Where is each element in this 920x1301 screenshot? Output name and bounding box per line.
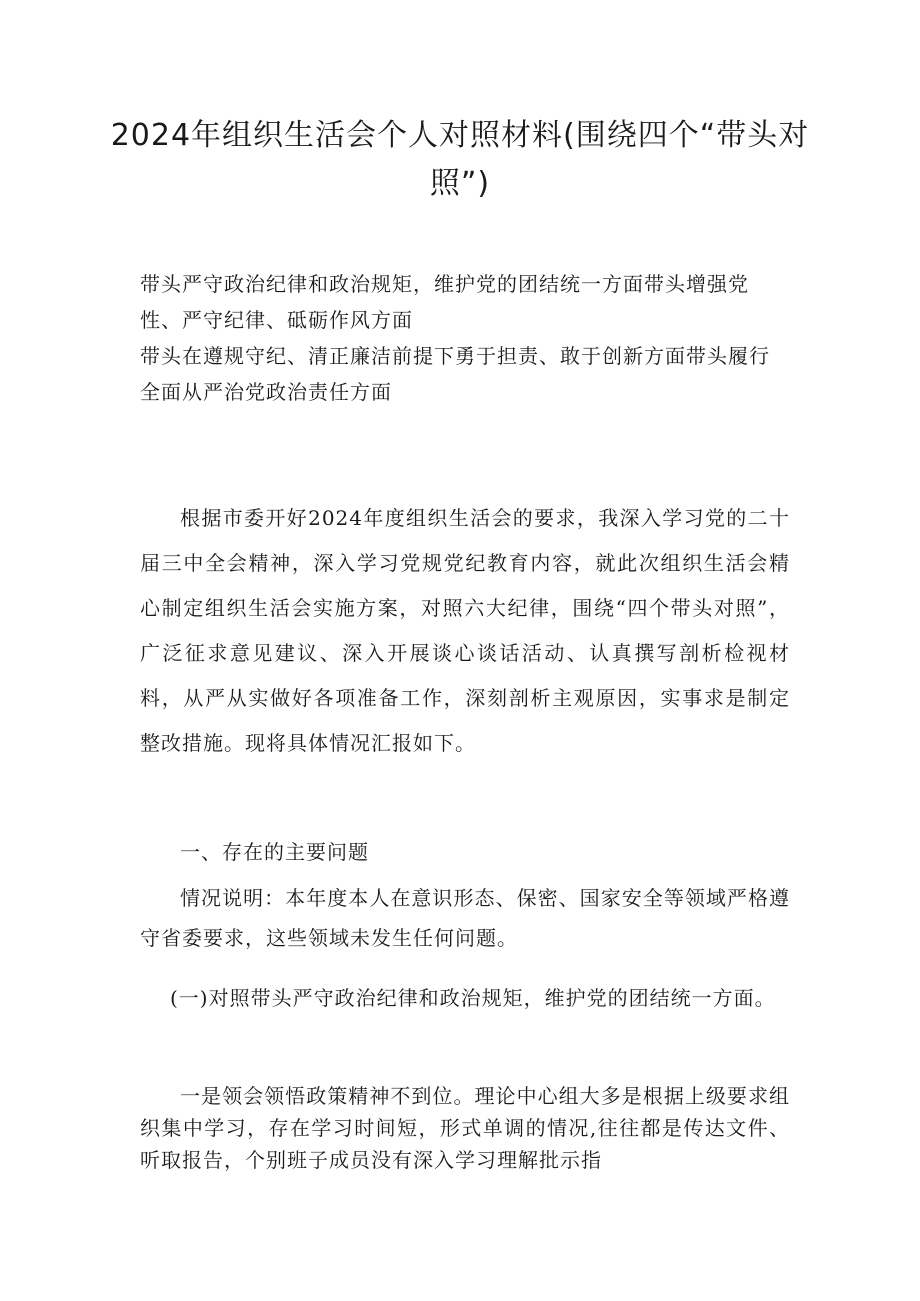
- toc-item: 带头在遵规守纪、清正廉洁前提下勇于担责、敢于创新方面带头履行全面从严治党政治责任方面: [140, 344, 770, 404]
- section-heading: 一、存在的主要问题: [180, 840, 369, 864]
- document-title: 2024年组织生活会个人对照材料(围绕四个“带头对照”): [110, 118, 810, 201]
- point-paragraph: 一是领会领悟政策精神不到位。理论中心组大多是根据上级要求组织集中学习，存在学习时间短，形式单调的情况,往往都是传达文件、听取报告，个别班子成员没有深入学习理解批示指: [140, 1084, 790, 1172]
- situation-paragraph: 情况说明：本年度本人在意识形态、保密、国家安全等领域严格遵守省委要求，这些领域未发生任何问题。: [140, 886, 790, 950]
- toc-list: [140, 266, 790, 410]
- subsection-heading: (一)对照带头严守政治纪律和政治规矩，维护党的团结统一方面。: [170, 986, 776, 1010]
- intro-paragraph: 根据市委开好2024年度组织生活会的要求，我深入学习党的二十届三中全会精神，深入学习党规党纪教育内容，就此次组织生活会精心制定组织生活会实施方案，对照六大纪律，围绕“四个带头对照”，广泛征求意见建议、深入开展谈心谈话活动、认真撰写剖析检视材料，从严从实做好各项准备工作，深刻剖析主观原因，实事求是制定整改措施。现将具体情况汇报如下。: [140, 506, 790, 755]
- toc-item: 带头严守政治纪律和政治规矩，维护党的团结统一方面带头增强党性、严守纪律、砥砺作风方面: [140, 272, 749, 332]
